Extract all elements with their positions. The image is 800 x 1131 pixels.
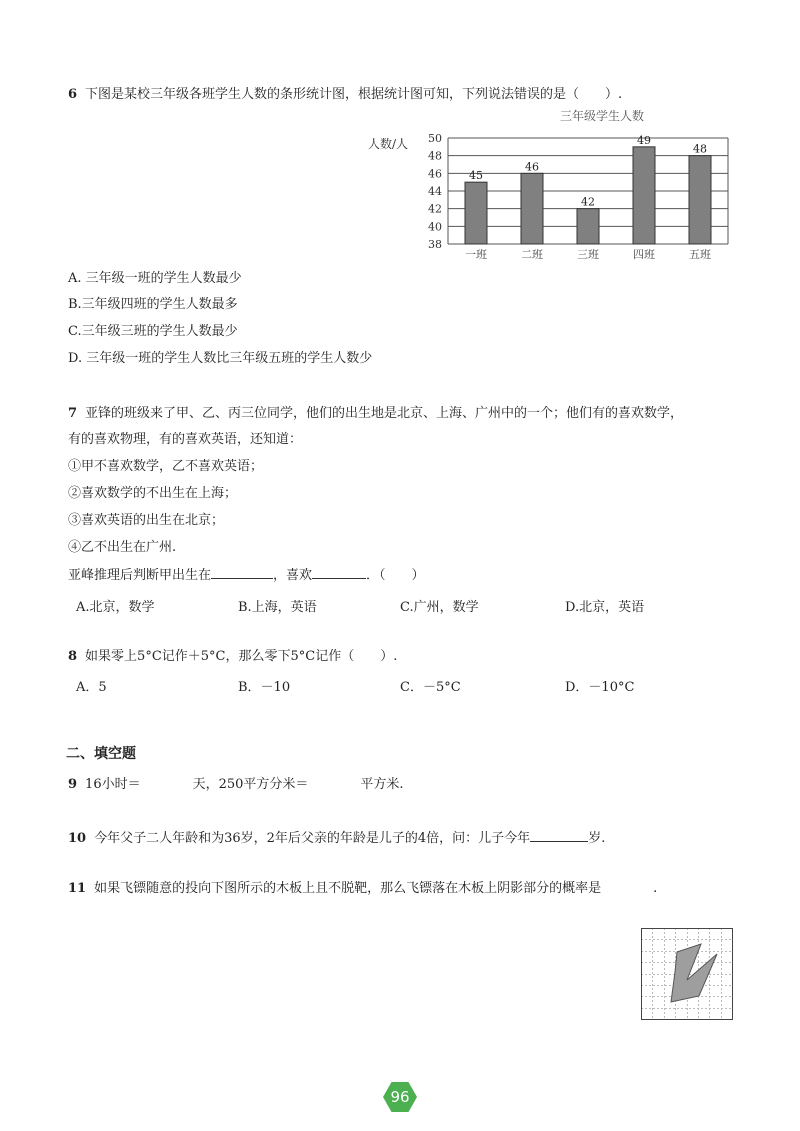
q8-text: 如果零上5°C记作＋5°C，那么零下5°C记作（ ）. (85, 649, 398, 664)
q10-part1: 今年父子二人年龄和为36岁，2年后父亲的年龄是儿子的4倍，问：儿子今年 (94, 831, 531, 846)
chart-x-ticks (465, 247, 711, 261)
page-number: 96 (390, 1088, 410, 1106)
q7-ask-part2: ，喜欢 (273, 568, 313, 583)
q7-ask (68, 566, 425, 585)
q6-text: 下图是某校三年级各班学生人数的条形统计图，根据统计图可知，下列说法错误的是（ ）. (85, 87, 623, 102)
q7-blank-1[interactable] (211, 566, 273, 579)
q7-option-d[interactable]: D.北京，英语 (565, 600, 645, 615)
bar-chart (368, 106, 738, 266)
bar-value-label: 45 (469, 169, 483, 183)
q7-blank-2[interactable] (312, 566, 366, 579)
bar-3 (577, 209, 599, 244)
q11-part1: 如果飞镖随意的投向下图所示的木板上且不脱靶，那么飞镖落在木板上阴影部分的概率是 (94, 881, 602, 896)
q7-clue-1: ①甲不喜欢数学，乙不喜欢英语； (68, 459, 264, 474)
q7-clue-4: ④乙不出生在广州. (68, 540, 177, 555)
q7-option-a[interactable]: A.北京，数学 (76, 600, 155, 615)
y-tick-label: 42 (428, 202, 442, 216)
x-tick-label: 二班 (521, 248, 543, 261)
chart-ylabel: 人数/人 (368, 137, 409, 151)
q6-option-a[interactable]: A. 三年级一班的学生人数最少 (68, 271, 242, 286)
shaded-region (671, 944, 717, 1002)
bar-value-label: 46 (525, 160, 539, 174)
y-tick-label: 50 (428, 132, 442, 145)
q7-ask-part3: ．（ ） (366, 568, 425, 583)
q7-ask-part1: 亚峰推理后判断甲出生在 (68, 568, 212, 583)
bar-1 (465, 182, 487, 244)
q11-part2: . (653, 881, 658, 896)
q11-stem (68, 880, 657, 898)
x-tick-label: 一班 (465, 248, 487, 261)
q6-option-c[interactable]: C.三年级三班的学生人数最少 (68, 324, 238, 339)
q9-part2: 天，250平方分米＝ (192, 777, 309, 792)
bar-2 (521, 173, 543, 244)
dartboard-grid-figure (641, 928, 733, 1020)
q9-stem (68, 776, 404, 794)
q8-option-b[interactable]: B．－10 (238, 680, 291, 695)
q9-part3: 平方米. (360, 777, 404, 792)
x-tick-label: 三班 (577, 248, 599, 261)
x-tick-label: 四班 (633, 248, 655, 261)
bar-5 (689, 156, 711, 244)
q8-option-a[interactable]: A．5 (76, 680, 107, 695)
bar-4 (633, 147, 655, 244)
q8-option-c[interactable]: C．－5°C (400, 680, 461, 695)
y-tick-label: 44 (428, 185, 442, 198)
q8-number: 8 (68, 649, 78, 664)
q7-option-b[interactable]: B.上海，英语 (238, 600, 317, 615)
q6-stem (68, 86, 622, 104)
y-tick-label: 48 (428, 149, 442, 163)
y-tick-label: 40 (428, 220, 442, 234)
section-title-fill-in: 二、填空题 (66, 746, 136, 762)
bar-value-label: 42 (581, 195, 595, 209)
q7-option-c[interactable]: C.广州，数学 (400, 600, 479, 615)
q6-option-d[interactable]: D. 三年级一班的学生人数比三年级五班的学生人数少 (68, 351, 373, 366)
page-number-badge (383, 1082, 417, 1112)
chart-y-ticks (428, 132, 442, 251)
q10-number: 10 (68, 831, 87, 846)
q6-number: 6 (68, 87, 78, 102)
q7-clue-3: ③喜欢英语的出生在北京； (68, 513, 225, 528)
q7-text-line1: 亚锋的班级来了甲、乙、丙三位同学，他们的出生地是北京、上海、广州中的一个；他们有的喜欢数学， (85, 406, 684, 421)
q8-stem (68, 648, 397, 666)
q7-number: 7 (68, 406, 78, 421)
q7-stem-line1 (68, 405, 683, 423)
q7-text-line2: 有的喜欢物理，有的喜欢英语，还知道： (68, 432, 303, 447)
q9-number: 9 (68, 777, 78, 792)
q10-stem (68, 829, 605, 848)
bar-value-label: 48 (693, 142, 707, 156)
y-tick-label: 46 (428, 167, 442, 181)
q10-blank[interactable] (530, 829, 588, 842)
x-tick-label: 五班 (689, 248, 711, 261)
q11-number: 11 (68, 881, 87, 896)
chart-title: 三年级学生人数 (559, 109, 645, 123)
q9-part1: 16小时＝ (85, 777, 141, 792)
q7-clue-2: ②喜欢数学的不出生在上海； (68, 486, 238, 501)
y-tick-label: 38 (428, 238, 442, 251)
q6-option-b[interactable]: B.三年级四班的学生人数最多 (68, 297, 238, 312)
bar-value-label: 49 (637, 133, 651, 147)
q8-option-d[interactable]: D．－10°C (565, 680, 635, 695)
q10-part2: 岁. (588, 831, 606, 846)
chart-bars (465, 134, 711, 244)
